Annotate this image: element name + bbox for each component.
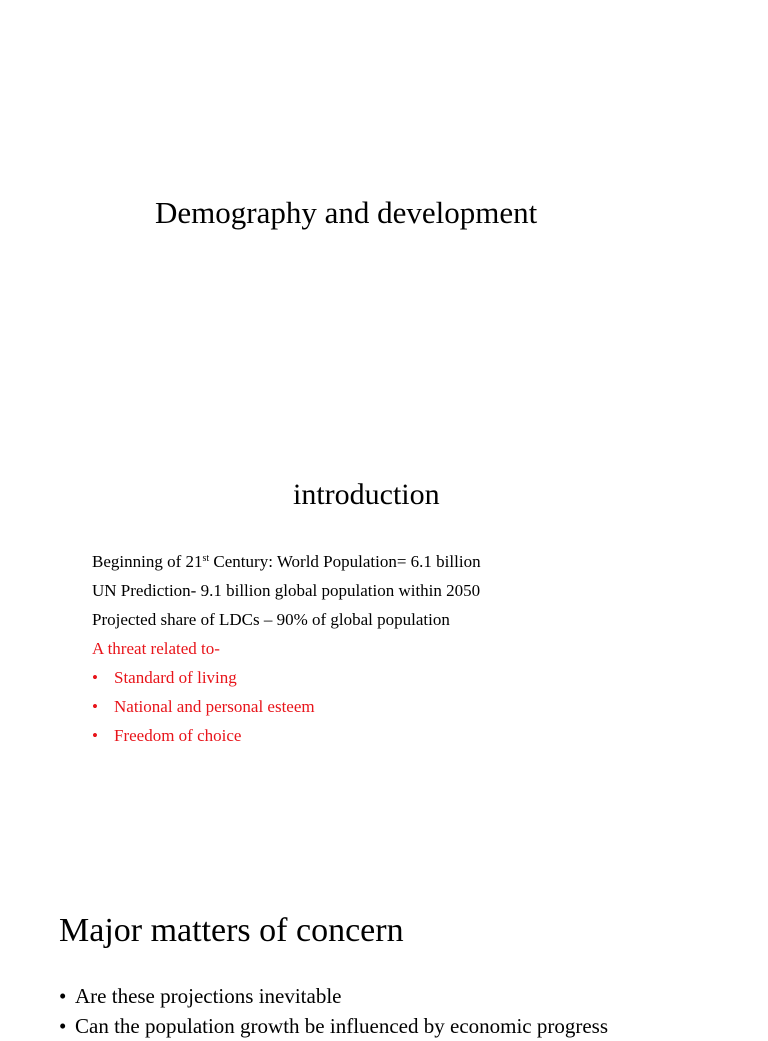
population-fact-prefix: Beginning of 21 bbox=[92, 552, 203, 571]
bullet-icon: • bbox=[59, 984, 67, 1008]
threat-item-label: Freedom of choice bbox=[114, 726, 242, 745]
bullet-icon: • bbox=[92, 726, 98, 745]
concern-item-label: Can the population growth be influenced by economic progress bbox=[75, 1014, 609, 1038]
threat-item bbox=[92, 692, 481, 721]
threat-heading: A threat related to- bbox=[92, 639, 220, 658]
bullet-icon: • bbox=[92, 697, 98, 716]
threat-item-label: National and personal esteem bbox=[114, 697, 315, 716]
introduction-heading: introduction bbox=[293, 478, 440, 511]
population-fact-suffix: Century: World Population= 6.1 billion bbox=[209, 552, 481, 571]
un-prediction-line: UN Prediction- 9.1 billion global population within 2050 bbox=[92, 581, 481, 600]
threat-item bbox=[92, 663, 481, 692]
concern-list bbox=[59, 981, 608, 1041]
introduction-body bbox=[92, 547, 481, 750]
ordinal-superscript: st bbox=[202, 553, 210, 564]
slide-title: Demography and development bbox=[155, 195, 538, 230]
bullet-icon: • bbox=[59, 1014, 67, 1038]
bullet-icon: • bbox=[92, 668, 98, 687]
concern-heading: Major matters of concern bbox=[59, 912, 404, 949]
concern-item-label: Are these projections inevitable bbox=[75, 984, 342, 1008]
concern-item bbox=[59, 1011, 608, 1041]
population-fact-line bbox=[92, 547, 481, 576]
ldc-share-line: Projected share of LDCs – 90% of global population bbox=[92, 610, 450, 629]
threat-item-label: Standard of living bbox=[114, 668, 237, 687]
concern-item bbox=[59, 981, 608, 1011]
threat-item bbox=[92, 721, 481, 750]
